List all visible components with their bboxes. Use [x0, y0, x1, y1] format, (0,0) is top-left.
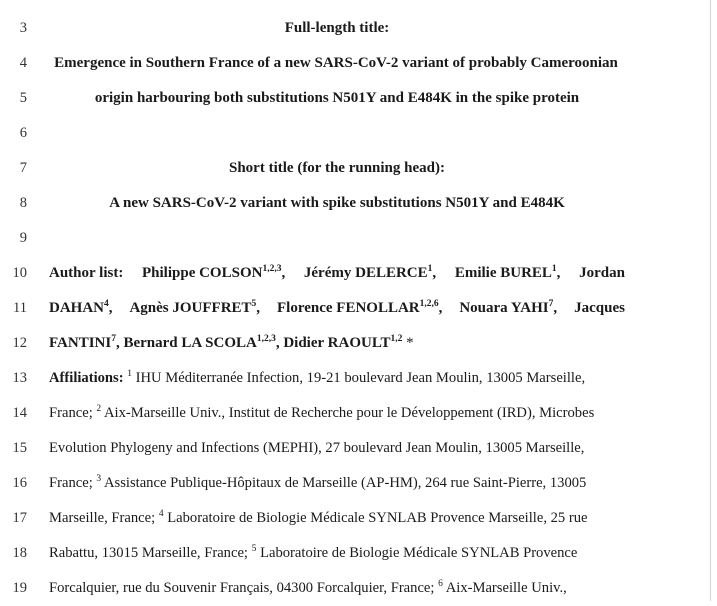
- author-burel: Emilie BUREL$^1$,: [454, 264, 561, 281]
- affiliations-line-5: [49, 501, 625, 536]
- line-number: 15: [12, 440, 27, 456]
- affiliation-marker: 6: [438, 579, 443, 589]
- affiliations-line-3: [49, 431, 625, 466]
- manuscript-line-9: [0, 221, 705, 256]
- affiliation-text: Evolution Phylogeny and Infections (MEPHI), 27 boulevard Jean Moulin, 13005 Marseille,: [49, 440, 585, 456]
- affiliation-marker: 4: [158, 509, 164, 519]
- affiliation-text: France;: [49, 475, 93, 491]
- line-number: 5: [19, 90, 27, 106]
- line-number: 13: [12, 370, 27, 386]
- manuscript-line-13: [0, 361, 705, 396]
- affiliation-marker: 5: [251, 544, 257, 554]
- affiliation-text: Laboratoire de Biologie Médicale SYNLAB Provence Marseille, 25 rue: [167, 510, 588, 526]
- line-number: 7: [19, 160, 27, 176]
- author-fantini-first: Jacques: [574, 300, 625, 316]
- affiliation-text: Marseille, France;: [49, 510, 156, 526]
- affiliation-text: Assistance Publique-Hôpitaux de Marseille (AP-HM), 264 rue Saint-Pierre, 13005: [104, 475, 587, 491]
- author-colson: Philippe COLSON$^{1,2,3}$,: [142, 264, 286, 281]
- manuscript-line-12: [0, 326, 705, 361]
- line-number: 17: [12, 510, 27, 526]
- manuscript-line-15: [0, 431, 705, 466]
- author-list-label: Author list:: [49, 265, 124, 281]
- author-jouffret: Agnès JOUFFRET$^5$,: [129, 299, 261, 316]
- affiliation-marker: 2: [96, 404, 102, 414]
- affiliation-text: Aix-Marseille Univ., Institut de Recherche pour le Développement (IRD), Microbes: [104, 405, 595, 421]
- affiliation-text: France;: [49, 405, 93, 421]
- line-number: 3: [19, 20, 27, 36]
- affiliation-text: IHU Méditerranée Infection, 19-21 boulevard Jean Moulin, 13005 Marseille,: [135, 370, 586, 386]
- affiliations-line-6: [49, 536, 625, 571]
- author-list-line-1: [49, 256, 625, 291]
- manuscript-line-18: [0, 536, 705, 571]
- full-title-line-2: origin harbouring both substitutions N501Y and E484K in the spike protein: [94, 90, 580, 106]
- affiliations-line-1: [49, 361, 625, 396]
- line-number: 9: [19, 230, 27, 246]
- line-number: 8: [19, 195, 27, 211]
- line-number: 19: [12, 580, 27, 596]
- author-fenollar: Florence FENOLLAR$^{1,2,6}$,: [277, 299, 443, 316]
- manuscript-line-7: [0, 151, 705, 186]
- author-list-line-3: [49, 326, 625, 361]
- line-number: 4: [19, 55, 27, 71]
- full-title-line-1: Emergence in Southern France of a new SARS-CoV-2 variant of probably Cameroonian: [54, 55, 618, 71]
- page-right-edge: [710, 0, 711, 601]
- manuscript-line-8: [0, 186, 705, 221]
- author-la-scola: Bernard LA SCOLA$^{1,2,3}$,: [123, 334, 280, 351]
- line-number: 10: [12, 265, 27, 281]
- full-title-heading: Full-length title:: [284, 20, 390, 36]
- affiliations-line-4: [49, 466, 625, 501]
- author-delerce: Jérémy DELERCE$^1$,: [303, 264, 437, 281]
- author-fantini: FANTINI$^7$,: [49, 334, 120, 351]
- manuscript-line-16: [0, 466, 705, 501]
- manuscript-line-4: [0, 46, 705, 81]
- affiliations-label: Affiliations:: [49, 370, 124, 386]
- affiliations-line-2: [49, 396, 625, 431]
- line-number: 6: [19, 125, 27, 141]
- line-number: 14: [12, 405, 27, 421]
- affiliation-text: Forcalquier, rue du Souvenir Français, 04300 Forcalquier, France;: [49, 580, 435, 596]
- manuscript-line-3: [0, 11, 705, 46]
- affiliation-marker: 1: [127, 369, 132, 379]
- author-dahan-first: Jordan: [579, 265, 625, 281]
- author-dahan: DAHAN$^4$,: [49, 299, 113, 316]
- author-raoult: Didier RAOULT$^{1,2}$: [283, 334, 403, 351]
- short-title-heading: Short title (for the running head):: [229, 160, 445, 176]
- short-title-text: A new SARS-CoV-2 variant with spike substitutions N501Y and E484K: [109, 195, 565, 211]
- corresponding-author-mark: *: [406, 335, 414, 351]
- manuscript-line-5: [0, 81, 705, 116]
- affiliation-text: Aix-Marseille Univ.,: [445, 580, 567, 596]
- author-yahi: Nouara YAHI$^7$,: [459, 299, 558, 316]
- manuscript-line-11: [0, 291, 705, 326]
- author-list-line-2: [49, 291, 625, 326]
- line-number: 11: [13, 300, 27, 316]
- manuscript-line-10: [0, 256, 705, 291]
- manuscript-line-6: [0, 116, 705, 151]
- line-number: 16: [12, 475, 27, 491]
- manuscript-line-14: [0, 396, 705, 431]
- manuscript-line-17: [0, 501, 705, 536]
- line-number: 18: [12, 545, 27, 561]
- affiliation-marker: 3: [96, 474, 102, 484]
- line-number: 12: [12, 335, 27, 351]
- affiliation-text: Laboratoire de Biologie Médicale SYNLAB Provence: [260, 545, 578, 561]
- affiliation-text: Rabattu, 13015 Marseille, France;: [49, 545, 248, 561]
